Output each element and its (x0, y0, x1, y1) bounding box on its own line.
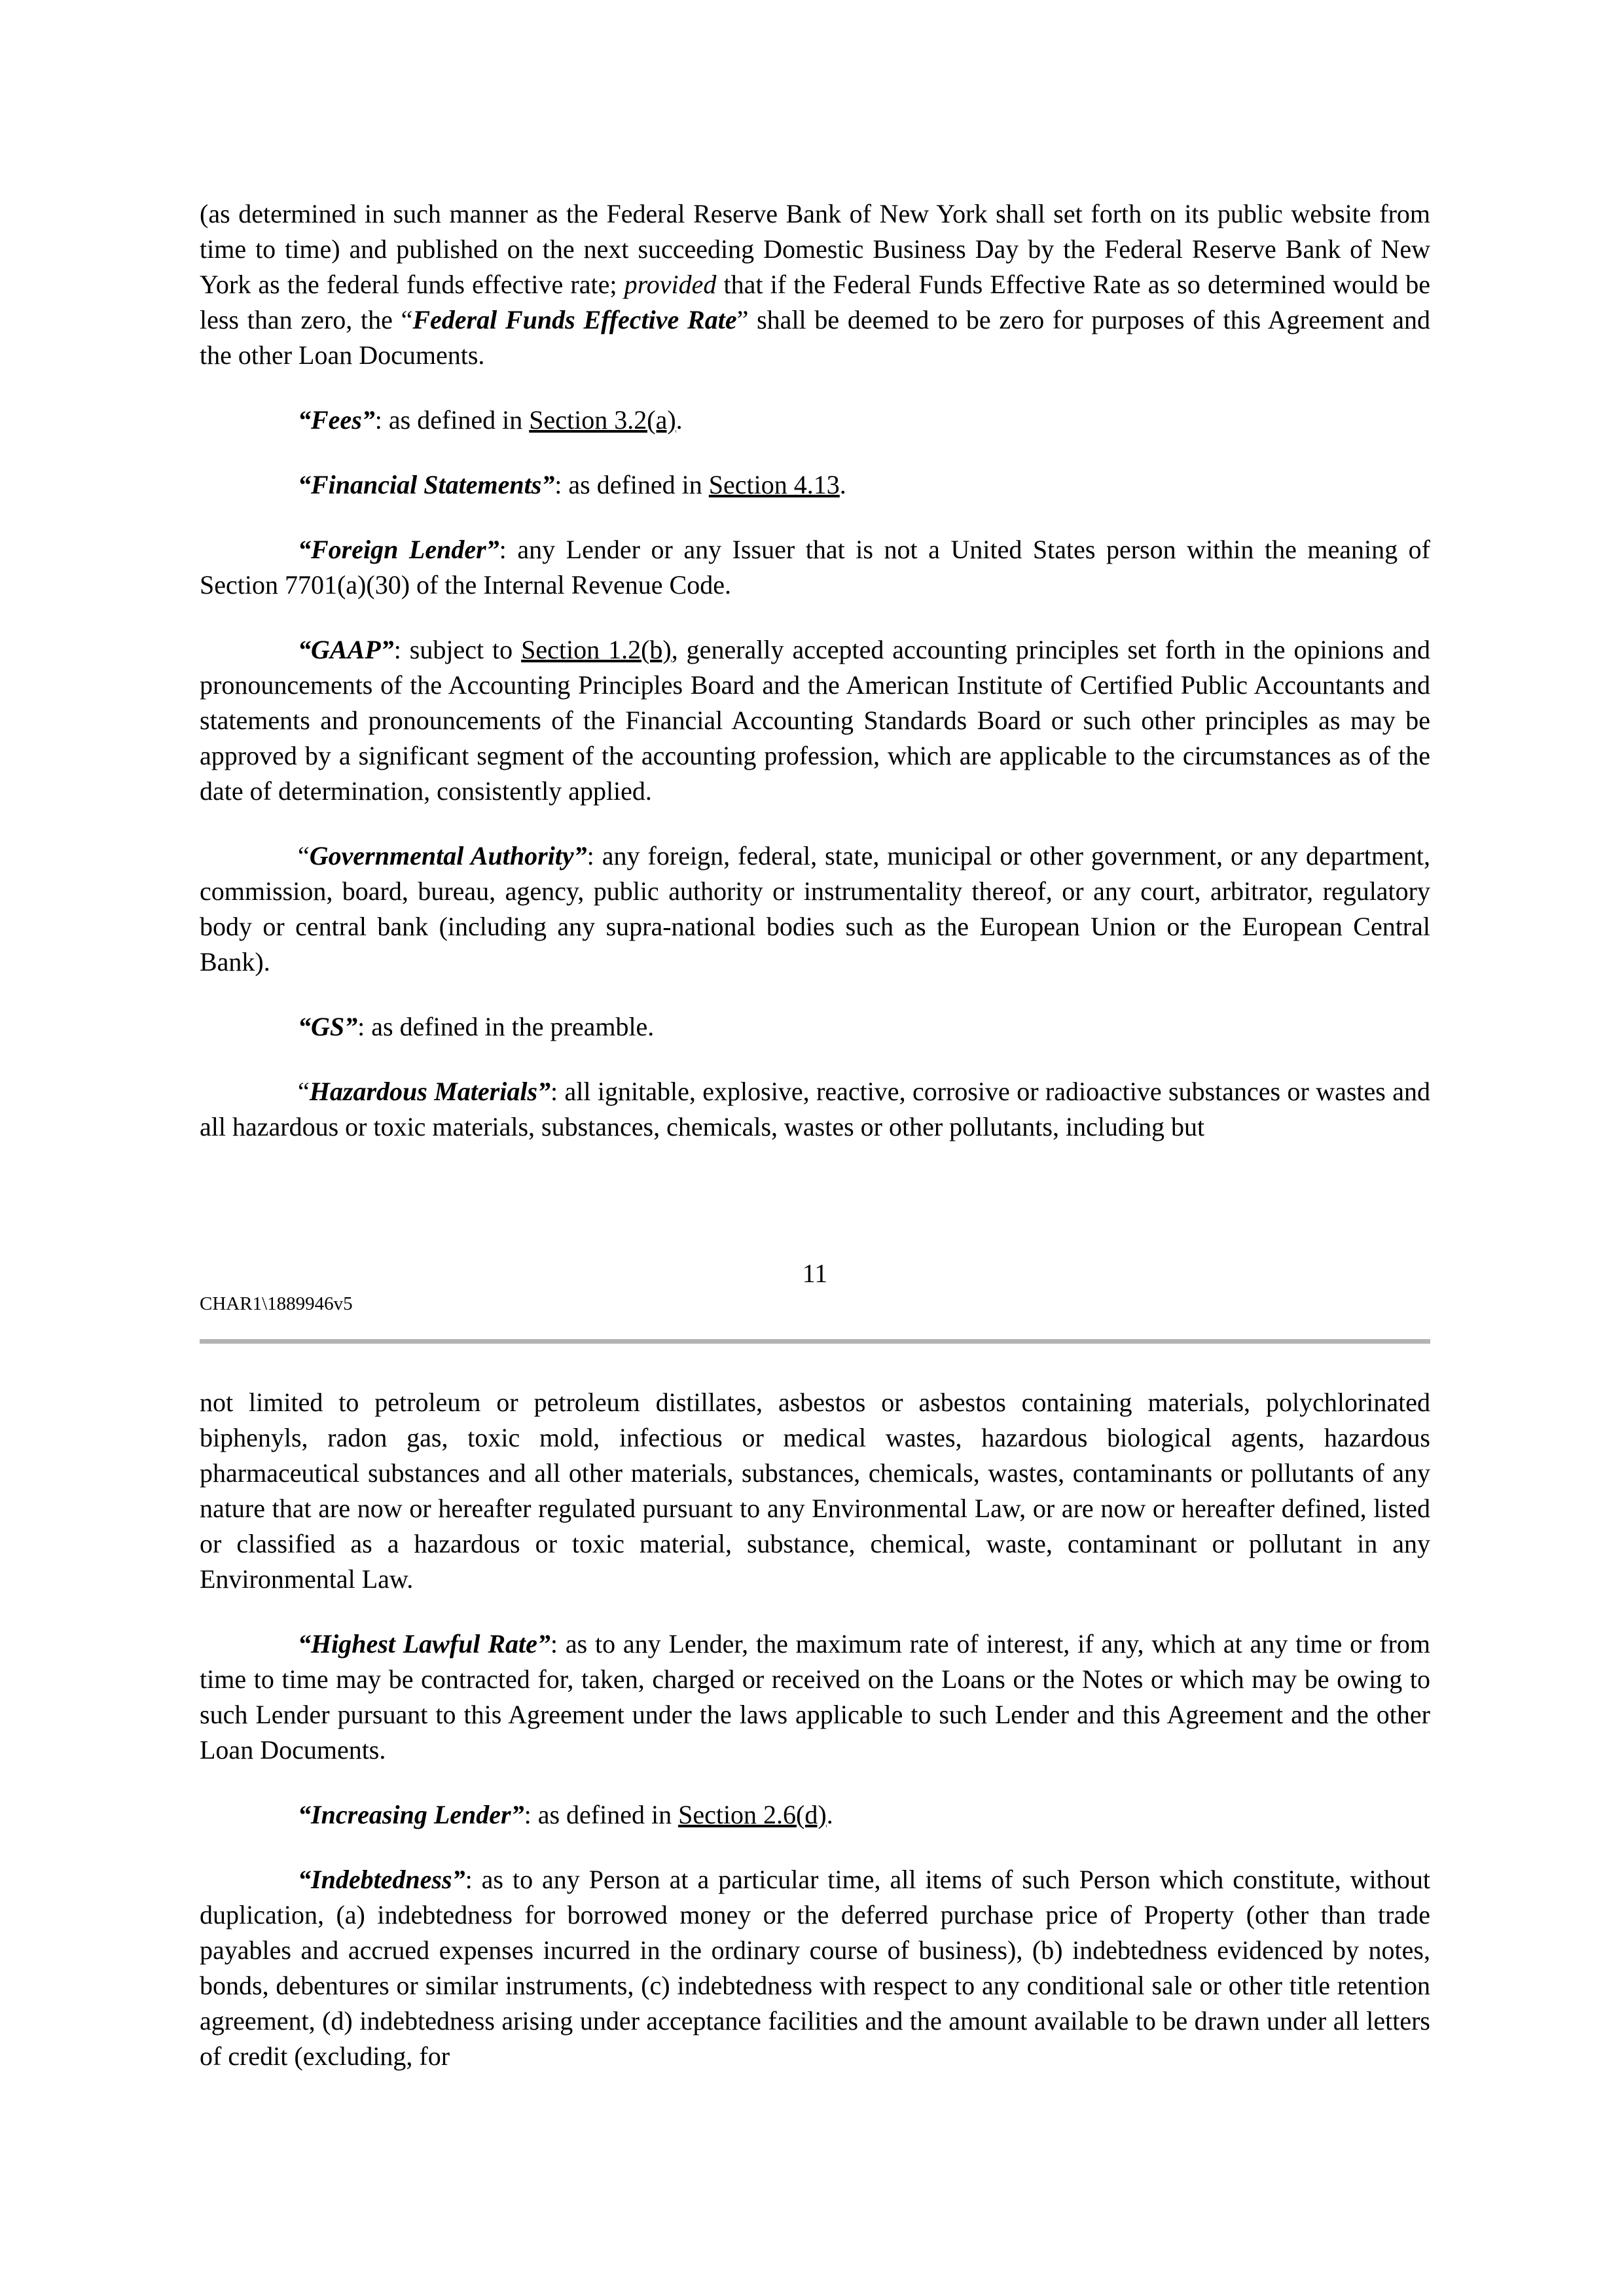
definition-gs (200, 1009, 1430, 1045)
definition-increasing-lender (200, 1797, 1430, 1833)
definition-governmental-authority (200, 838, 1430, 980)
definition-highest-lawful-rate (200, 1626, 1430, 1768)
definition-text: : any Lender or any Issuer that is not a United States person within the meaning of Section 7701(a)(30) of the Internal Revenue Code. (200, 535, 1430, 600)
section-reference[interactable]: Section 4.13 (708, 470, 840, 499)
provided-italic: provided (624, 270, 717, 299)
defined-term: “GS” (298, 1012, 358, 1041)
definition-financial-statements (200, 467, 1430, 503)
definition-text: : as to any Lender, the maximum rate of interest, if any, which at any time or from time to time may be contracted for, taken, charged or received on the Loans or the Notes or which may be owing to such Lender pursuant to this Agreement under the laws applicable to such Lender and this Agreement and the other Loan Documents. (200, 1629, 1430, 1765)
definition-text: : subject to (393, 635, 522, 664)
definition-text: . (826, 1800, 833, 1829)
definition-foreign-lender (200, 532, 1430, 603)
defined-term: “Increasing Lender” (298, 1800, 524, 1829)
definition-text: , generally accepted accounting principles set forth in the opinions and pronouncements of the Accounting Principles Board and the American Institute of Certified Public Accountants and statements and pronouncements of the Financial Accounting Standards Board or such other principles as may be approved by a significant segment of the accounting profession, which are applicable to the circumstances as of the date of determination, consistently applied. (200, 635, 1431, 806)
definition-indebtedness (200, 1862, 1430, 2074)
defined-term: Federal Funds Effective Rate (412, 305, 737, 334)
open-quote: “ (298, 1077, 310, 1106)
defined-term: “Foreign Lender” (298, 535, 499, 564)
definition-hazardous-materials (200, 1074, 1430, 1145)
page-bottom-content (200, 1385, 1430, 2104)
definition-text: : as defined in the preamble. (357, 1012, 655, 1041)
page-number: 11 (802, 1259, 828, 1288)
paragraph-text: not limited to petroleum or petroleum distillates, asbestos or asbestos containing materials, polychlorinated biphenyls, radon gas, toxic mold, infectious or medical wastes, hazardous biological agents, hazardous pharmaceutical substances and all other materials, substances, chemicals, wastes, contaminants or pollutants of any nature that are now or hereafter regulated pursuant to any Environmental Law, or are now or hereafter defined, listed or classified as a hazardous or toxic material, substance, chemical, waste, contaminant or pollutant in any Environmental Law. (200, 1388, 1430, 1594)
defined-term: Governmental Authority” (309, 841, 587, 870)
hazardous-materials-continuation (200, 1385, 1430, 1597)
defined-term: “GAAP” (298, 635, 394, 664)
defined-term: “Indebtedness” (298, 1865, 465, 1894)
definition-fees (200, 403, 1430, 438)
section-reference[interactable]: Section 3.2(a) (529, 405, 676, 435)
definition-text: : all ignitable, explosive, reactive, corrosive or radioactive substances or wastes and all hazardous or toxic materials, substances, chemicals, wastes or other pollutants, including but (200, 1077, 1431, 1141)
definition-text: : as defined in (374, 405, 530, 435)
definition-text: : any foreign, federal, state, municipal or other government, or any department, commission, board, bureau, agency, public authority or instrumentality thereof, or any court, arbitrator, regulatory body or central bank (including any supra-national bodies such as the European Union or the European Central Bank). (200, 841, 1430, 977)
paragraph-text: that if the Federal Funds Effective Rate as so determined would be less than zero, the “ (200, 270, 1430, 334)
section-reference[interactable]: Section 1.2(b) (521, 635, 672, 664)
definition-text: : as defined in (554, 470, 709, 499)
definition-text: : as defined in (524, 1800, 679, 1829)
paragraph-text: ” shall be deemed to be zero for purposes of this Agreement and the other Loan Documents. (200, 305, 1430, 370)
page-top-content (200, 196, 1430, 1174)
defined-term: “Highest Lawful Rate” (298, 1629, 550, 1659)
defined-term: “Financial Statements” (298, 470, 555, 499)
definition-text: . (676, 405, 683, 435)
defined-term: Hazardous Materials” (309, 1077, 551, 1106)
document-id: CHAR1\1889946v5 (200, 1293, 353, 1314)
paragraph-text: (as determined in such manner as the Federal Reserve Bank of New York shall set forth on its public website from time to time) and published on the next succeeding Domestic Business Day by the Federal Reserve Bank of New York as the federal funds effective rate; (200, 199, 1430, 299)
definition-text: : as to any Person at a particular time, all items of such Person which constitute, without duplication, (a) indebtedness for borrowed money or the deferred purchase price of Property (other than trade payables and accrued expenses incurred in the ordinary course of business), (b) indebtedness evidenced by notes, bonds, debentures or similar instruments, (c) indebtedness with respect to any conditional sale or other title retention agreement, (d) indebtedness arising under acceptance facilities and the amount available to be drawn under all letters of credit (excluding, for (200, 1865, 1430, 2071)
federal-funds-rate-paragraph (200, 196, 1430, 373)
definition-text: . (839, 470, 846, 499)
definition-gaap (200, 632, 1430, 809)
open-quote: “ (298, 841, 310, 870)
page-divider (200, 1339, 1430, 1344)
section-reference[interactable]: Section 2.6(d) (678, 1800, 827, 1829)
defined-term: “Fees” (298, 405, 375, 435)
